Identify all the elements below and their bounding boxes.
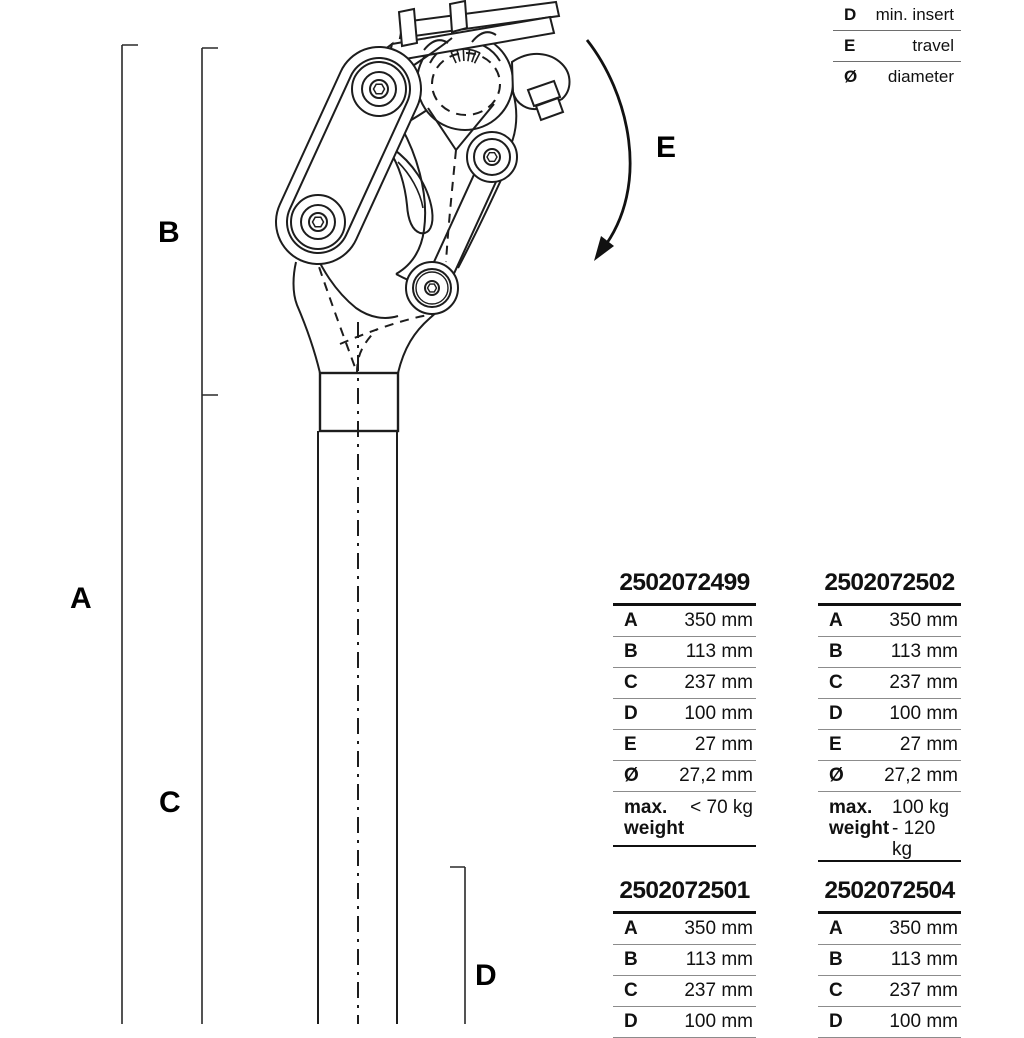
legend-key: D	[844, 5, 857, 24]
table-row	[613, 699, 756, 730]
part-number: 2502072504	[818, 874, 961, 914]
spec-table-2502072499	[613, 566, 756, 847]
row-value: 237 mm	[684, 672, 753, 693]
row-key: B	[624, 949, 638, 970]
row-value: 350 mm	[889, 918, 958, 939]
table-row	[818, 945, 961, 976]
table-row-max-weight	[818, 792, 961, 862]
table-row	[818, 668, 961, 699]
row-key: Ø	[829, 765, 844, 786]
weight-value-text: 100 kg - 120 kg	[892, 797, 950, 860]
row-key: C	[829, 672, 843, 693]
part-number: 2502072501	[613, 874, 756, 914]
table-row	[613, 1007, 756, 1038]
row-key: C	[829, 980, 843, 1001]
row-value: 100 mm	[889, 703, 958, 724]
dim-line-D	[450, 867, 465, 1024]
legend-key: E	[844, 36, 856, 55]
spec-table-2502072501	[613, 874, 756, 1038]
row-key: D	[624, 1011, 638, 1032]
row-value: 237 mm	[889, 672, 958, 693]
row-key: D	[829, 1011, 843, 1032]
row-key: max. weight	[829, 797, 890, 839]
table-row	[818, 699, 961, 730]
row-value: 113 mm	[890, 949, 958, 970]
row-key: max. weight	[624, 797, 685, 839]
table-row	[613, 730, 756, 761]
row-value: 100 mm	[684, 1011, 753, 1032]
dim-label-B: B	[158, 216, 180, 249]
row-key: A	[624, 918, 638, 939]
row-key: B	[624, 641, 638, 662]
pivot-bolt-right	[467, 132, 517, 182]
row-value: 100 mm	[889, 1011, 958, 1032]
legend-key: Ø	[844, 67, 858, 86]
table-row	[818, 1007, 961, 1038]
legend-value: diameter	[887, 67, 954, 86]
clamp-tab-left	[399, 9, 417, 46]
legend-row-min-insert	[833, 0, 961, 31]
pivot-bolt-top-left	[352, 62, 406, 116]
row-key: C	[624, 980, 638, 1001]
legend-value: min. insert	[875, 5, 954, 24]
row-value: 350 mm	[684, 918, 753, 939]
legend-table	[833, 0, 961, 92]
table-row	[613, 976, 756, 1007]
clamp-tab-mid	[450, 1, 467, 32]
row-value	[892, 797, 961, 860]
row-value: 350 mm	[684, 610, 753, 631]
table-row	[613, 945, 756, 976]
linkage-head	[291, 1, 570, 318]
row-value: 27 mm	[694, 734, 753, 755]
row-key: B	[829, 949, 843, 970]
pivot-bolt-bottom-left	[291, 195, 345, 249]
table-row	[613, 914, 756, 945]
dim-label-A: A	[70, 582, 92, 615]
travel-arrow-icon	[587, 40, 630, 261]
dim-label-E: E	[656, 131, 677, 164]
row-key: B	[829, 641, 843, 662]
kidney-cutout	[390, 148, 433, 233]
table-row	[818, 761, 961, 792]
dim-line-A	[122, 45, 138, 1024]
row-value: 113 mm	[890, 641, 958, 662]
row-value: 100 mm	[684, 703, 753, 724]
table-row-max-weight	[613, 792, 756, 847]
spec-table-2502072504	[818, 874, 961, 1038]
legend-value: travel	[912, 36, 954, 55]
dim-line-B-C	[202, 48, 218, 1024]
row-key: C	[624, 672, 638, 693]
row-value: 237 mm	[889, 980, 958, 1001]
row-key: A	[829, 610, 843, 631]
clamp-nose	[512, 54, 570, 120]
legend-row-diameter	[833, 62, 961, 92]
part-number: 2502072499	[613, 566, 756, 606]
pivot-bolt-bottom-center	[406, 262, 458, 314]
spec-table-2502072502	[818, 566, 961, 862]
part-number: 2502072502	[818, 566, 961, 606]
table-row	[613, 668, 756, 699]
row-value: 27,2 mm	[679, 765, 753, 786]
row-value: 350 mm	[889, 610, 958, 631]
row-key: E	[624, 734, 637, 755]
row-value: 113 mm	[685, 949, 753, 970]
dim-label-D: D	[475, 959, 497, 992]
table-row	[818, 976, 961, 1007]
row-value: 113 mm	[685, 641, 753, 662]
legend-row-travel	[833, 31, 961, 62]
weight-value-text: < 70 kg	[690, 797, 753, 818]
row-key: A	[624, 610, 638, 631]
row-value: 27 mm	[899, 734, 958, 755]
row-value: 27,2 mm	[884, 765, 958, 786]
row-key: A	[829, 918, 843, 939]
table-row	[818, 730, 961, 761]
table-row	[613, 606, 756, 637]
row-value: 237 mm	[684, 980, 753, 1001]
table-row	[613, 761, 756, 792]
row-key: D	[829, 703, 843, 724]
dim-label-C: C	[159, 786, 181, 819]
table-row	[818, 606, 961, 637]
table-row	[818, 914, 961, 945]
row-key: Ø	[624, 765, 639, 786]
row-key: D	[624, 703, 638, 724]
table-row	[613, 637, 756, 668]
row-value	[688, 797, 756, 845]
row-key: E	[829, 734, 842, 755]
seatpost-shaft	[294, 252, 457, 1024]
table-row	[818, 637, 961, 668]
